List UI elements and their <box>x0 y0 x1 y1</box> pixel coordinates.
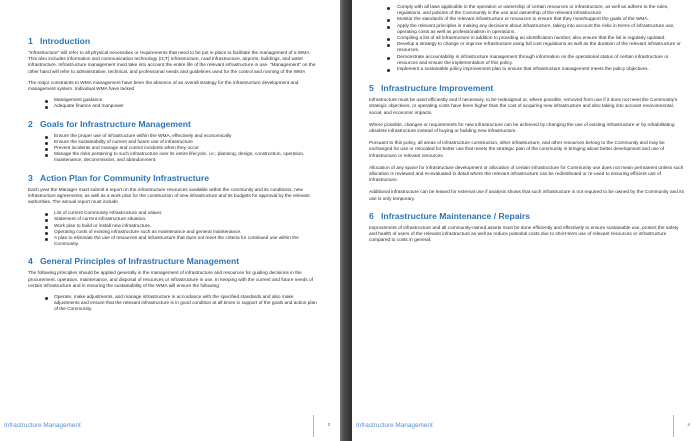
page-number: 4 <box>687 422 690 427</box>
paragraph: "Infrastructure" will refer to all physical necessities or requirements that need to be put in place to facilitate the management of a WMA. This also includes information and communication technology (ICT) infrastructure, road infrastructure, airports, buildings, and water infrastructure. Infrastructure management must take into account the entire life of the relevant infrastructure in use. "Management" on the other hand will refer to administrative, technical, and professional needs and guidelines used for the control and running of the WMA <box>28 51 316 75</box>
paragraph: Where possible, changes or requirements for new infrastructure can be achieved by changing the use of existing infrastructure or by rehabilitating obsolete infrastructure instead of buying or building new infrastructure. <box>369 122 675 135</box>
list-item: Ensure the proper use of infrastructure within the WMA, effectively and economically <box>28 134 320 140</box>
paragraph: The major constraints to WMA management have been the absence of an overall strategy for the infrastructure development and management system. Individual WMA have lacked <box>28 80 299 93</box>
list-item: Demonstrate accountability in infrastructure management through information on the operational status of certain infrastructure or resources and ensure the implementation of this policy. <box>369 55 684 67</box>
bullet-list <box>28 295 320 314</box>
list-item: Implement a sustainable policy improvement plan to ensure that infrastructure management meets the policy objectives. <box>369 67 684 73</box>
page-gutter <box>340 0 352 441</box>
paragraph: The following principles should be applied generally in the management of infrastructure and resources for guiding decisions in the procurement, operation, maintenance, and disposal of resources or infrastructure in use. In keeping with the current and future needs of certain infrastructure and in ensuring the sustainability of the WMA will ensure the following: <box>28 271 313 289</box>
paragraph: Each year the Manager must submit a report on the infrastructure resources available within the community and its conditions, new infrastructure agreements, as well as a work plan for the construction of new infrastructure and its budgets for approval by the relevant authorities. The annual report must include <box>28 187 310 206</box>
list-item: Manage the risks pertaining to such infrastructure over its entire lifecycle, i.e.; planning, design, construction, operation, maintenance, decommission, and abandonment. <box>28 152 320 164</box>
bullet-list <box>28 98 320 110</box>
paragraph: Additional infrastructure can be leased for external use if analysis shows that such infrastructure is not required to be owned by the Community and its use is only temporary. <box>369 190 684 202</box>
list-item: Statement of current infrastructure situation. <box>28 217 320 223</box>
paragraph: Allocation of any space for infrastructure development or allocation of certain infrastructure for Community use does not mean permanent unless such allocation is reviewed and re-evaluated in detail where the relevant infrastructure can be redistributed or re-used to ensuring efficient use of infrastructure. <box>369 165 684 184</box>
list-item: Apply the relevant principles in making any decisions about infrastructure, taking into account the risks in terms of infrastructure use, operating costs as well as professionalism in operations. <box>369 24 684 36</box>
bullet-list <box>28 134 320 165</box>
paragraph: Infrastructure must be used efficiently and if necessary, to be redesigned or, where possible, removed from use if it does not meet the Community's strategic objectives, or operating costs have been higher than the cost of acquiring new infrastructure and also taking into account environmental, social, and economic impacts. <box>369 98 678 116</box>
document-page-left <box>0 0 340 441</box>
footer-title: Infrastructure Management <box>356 422 433 429</box>
bullet-list <box>369 5 684 73</box>
section-heading-general-principles: 4 General Principles of Infrastructure Management <box>28 256 240 267</box>
section-heading-introduction: 1 Introduction <box>28 36 91 46</box>
list-item: A plan to eliminate the use of resources and infrastructure that does not meet the criteria for continued use within the Community. <box>28 236 320 248</box>
page-number: 3 <box>327 422 330 427</box>
section-heading-improvement: 5 Infrastructure Improvement <box>369 83 494 94</box>
list-item: Operate, make adjustments, and manage infrastructure in accordance with the specified standards and also make adjustments and ensure that the relevant infrastructure is in good condition at all times in support of the goals and action plan of the Community. <box>28 295 320 314</box>
list-item: Prevent incidents and manage and control incidents when they occur <box>28 146 320 152</box>
list-item: Develop a strategy to change or improve infrastructure using full cost regulations as well as the duration of the relevant infrastructure or resources. <box>369 42 684 54</box>
list-item: List of current Community infrastructure and values <box>28 211 320 217</box>
list-item: Comply with all laws applicable in the operation or ownership of certain resources or infrastructure, as well as adhere to the rules, regulations, and policies of the Community in the use and ownership of the relevant infrastructure <box>369 5 684 17</box>
paragraph: Improvement of infrastructure and all community-owned assets must be done efficiently and effectively to ensure sustainable use, protect the safety and health of users of the relevant infrastructure as well as reduce potential costs due to short-term use of relevant resources or infrastructure compared to costs in general. <box>369 225 679 244</box>
list-item: Adequate finance and manpower <box>28 104 320 110</box>
list-item: Management guidance <box>28 98 320 104</box>
paragraph: Pursuant to this policy, all areas of infrastructure construction, other infrastructure, and other resources belong to the Community and may be exchanged for use or relocated for better use that meets the strategic plan of the community in bringing about better development and use of infrastructure or relevant resources. <box>369 141 665 159</box>
bullet-list <box>28 211 320 248</box>
document-page-right <box>352 0 700 441</box>
list-item: Operating costs of existing infrastructure such as maintenance and general maintenance. <box>28 230 320 236</box>
section-heading-maintenance: 6 Infrastructure Maintenance / Repairs <box>369 210 531 221</box>
section-heading-goals: 2 Goals for Infrastructure Management <box>28 118 191 129</box>
page-footer <box>352 415 700 441</box>
list-item: Compiling a list of all infrastructure in addition to providing an identification number, also ensure that the list is regularly updated. <box>369 36 684 42</box>
section-heading-action-plan: 3 Action Plan for Community Infrastructure <box>28 172 210 183</box>
list-item: Ensure the sustainability of current and future use of infrastructure <box>28 140 320 146</box>
footer-title: Infrastructure Management <box>4 422 81 429</box>
page-footer <box>0 415 340 441</box>
list-item: Work plan to build or install new infrastructure. <box>28 224 320 230</box>
list-item: Monitor the standards of the relevant infrastructure or resources to ensure that they meet/support the goals of the WMA. <box>369 17 684 23</box>
